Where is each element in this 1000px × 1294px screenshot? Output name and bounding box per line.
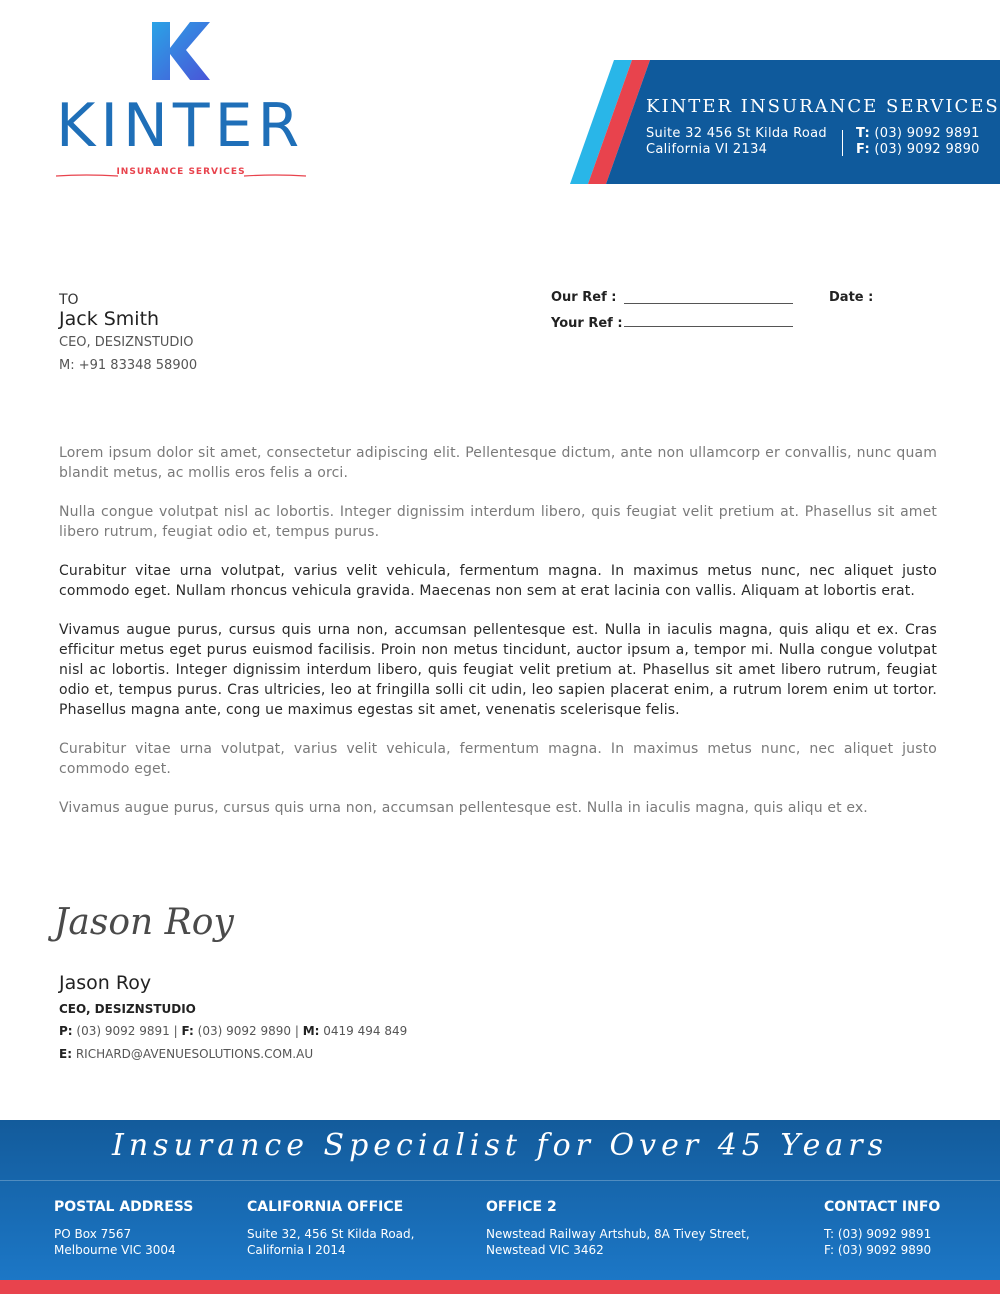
signatory-title: CEO, DESIZNSTUDIO: [59, 1002, 196, 1016]
sig-f-value: (03) 9092 9890: [197, 1024, 291, 1038]
header-fax-label: F:: [856, 142, 870, 157]
logo-wordmark: KINTER: [56, 91, 305, 161]
sig-separator: |: [173, 1024, 178, 1038]
header-contact: [856, 126, 980, 158]
sig-f-label: F:: [181, 1024, 194, 1038]
header-address-line2: California VI 2134: [646, 142, 768, 157]
signatory-name: Jason Roy: [59, 972, 152, 994]
recipient-title: CEO, DESIZNSTUDIO: [59, 335, 194, 350]
body-paragraph: Vivamus augue purus, cursus quis urna non, accumsan pellentesque est. Nulla in iaculis magna, quis aliqu et ex.: [59, 800, 868, 816]
recipient-name: Jack Smith: [59, 308, 160, 330]
recipient-to-label: TO: [59, 292, 79, 308]
header-tel: (03) 9092 9891: [874, 126, 980, 141]
body-paragraph: Lorem ipsum dolor sit amet, consectetur adipiscing elit. Pellentesque dictum, ante non ullamcorp er convallis, nunc quam blandit metus, ac mollis eros felis a orci.: [59, 445, 937, 481]
body-paragraph: Curabitur vitae urna volutpat, varius velit vehicula, fermentum magna. In maximus metus nunc, nec aliquet justo commodo eget. Nullam rhoncus vehicula gravida. Maecenas non sem at erat lacinia con vallis. Aliquam at lobortis erat.: [59, 563, 937, 599]
header-company-name: KINTER INSURANCE SERVICES: [646, 96, 1000, 117]
header-divider: [842, 130, 843, 156]
sig-p-value: (03) 9092 9891: [76, 1024, 170, 1038]
header-address-line1: Suite 32 456 St Kilda Road: [646, 126, 827, 141]
letter-body: [59, 443, 937, 837]
our-ref-line: [624, 303, 793, 304]
sig-m-value: 0419 494 849: [323, 1024, 408, 1038]
header-fax: (03) 9092 9890: [874, 142, 980, 157]
footer-contact-heading: CONTACT INFO: [824, 1199, 941, 1215]
footer-contact-line2: F: (03) 9092 9890: [824, 1243, 932, 1257]
footer-postal-heading: POSTAL ADDRESS: [54, 1199, 194, 1215]
sig-e-value: RICHARD@AVENUESOLUTIONS.COM.AU: [75, 1047, 314, 1061]
signatory-email: [59, 1047, 313, 1061]
footer-accent-bar: [0, 1280, 1000, 1294]
footer-divider: [0, 1180, 1000, 1181]
footer-office2-heading: OFFICE 2: [486, 1199, 557, 1215]
body-paragraph: Nulla congue volutpat nisl ac lobortis. Integer dignissim interdum libero, quis feugiat velit pretium at. Phasellus sit amet libero rutrum, feugiat odio et, tempus purus.: [59, 504, 937, 540]
signatory-phones: [59, 1024, 407, 1038]
body-paragraph: Curabitur vitae urna volutpat, varius velit vehicula, fermentum magna. In maximus metus nunc, nec aliquet justo commodo eget.: [59, 741, 937, 777]
footer-california-line2: California I 2014: [247, 1243, 346, 1257]
footer-tagline: Insurance Specialist for Over 45 Years: [112, 1128, 888, 1163]
footer-california-heading: CALIFORNIA OFFICE: [247, 1199, 404, 1215]
sig-m-label: M:: [302, 1024, 320, 1038]
date-label: Date :: [829, 290, 874, 305]
our-ref-label: Our Ref :: [551, 290, 617, 305]
header-address: [646, 126, 827, 158]
footer-california-line1: Suite 32, 456 St Kilda Road,: [247, 1227, 415, 1241]
recipient-mobile: M: +91 83348 58900: [59, 358, 198, 373]
logo-subtitle: INSURANCE SERVICES: [116, 167, 246, 177]
your-ref-line: [624, 326, 793, 327]
header-tel-label: T:: [856, 126, 870, 141]
sig-separator: |: [294, 1024, 299, 1038]
footer-postal-line2: Melbourne VIC 3004: [54, 1243, 176, 1257]
sig-p-label: P:: [59, 1024, 73, 1038]
footer-office2-line2: Newstead VIC 3462: [486, 1243, 604, 1257]
footer-office2-line1: Newstead Railway Artshub, 8A Tivey Street,: [486, 1227, 750, 1241]
handwritten-signature: Jason Roy: [54, 902, 234, 943]
body-paragraph: Vivamus augue purus, cursus quis urna non, accumsan pellentesque est. Nulla in iaculis magna, quis aliqu et ex. Cras efficitur metus eget purus euismod facilisis. Proin non metus tincidunt, auctor ipsum a, tempor mi. Nulla congue volutpat nisl ac lobortis. Integer dignissim interdum libero, quis feugiat velit pretium at. Phasellus sit amet libero rutrum, feugiat odio et, tempus purus. Cras ultricies, leo at fringilla solli cit udin, leo sapien placerat enim, a rutrum lorem enim ut tortor. Phasellus magna ante, cong ue maximus egestas sit amet, venenatis scelerisque felis.: [59, 622, 937, 718]
sig-e-label: E:: [59, 1047, 72, 1061]
kinter-k-logo-icon: [148, 18, 214, 84]
footer-postal-line1: PO Box 7567: [54, 1227, 132, 1241]
your-ref-label: Your Ref :: [551, 316, 623, 331]
footer-contact-line1: T: (03) 9092 9891: [824, 1227, 932, 1241]
header-band: [570, 60, 1000, 184]
